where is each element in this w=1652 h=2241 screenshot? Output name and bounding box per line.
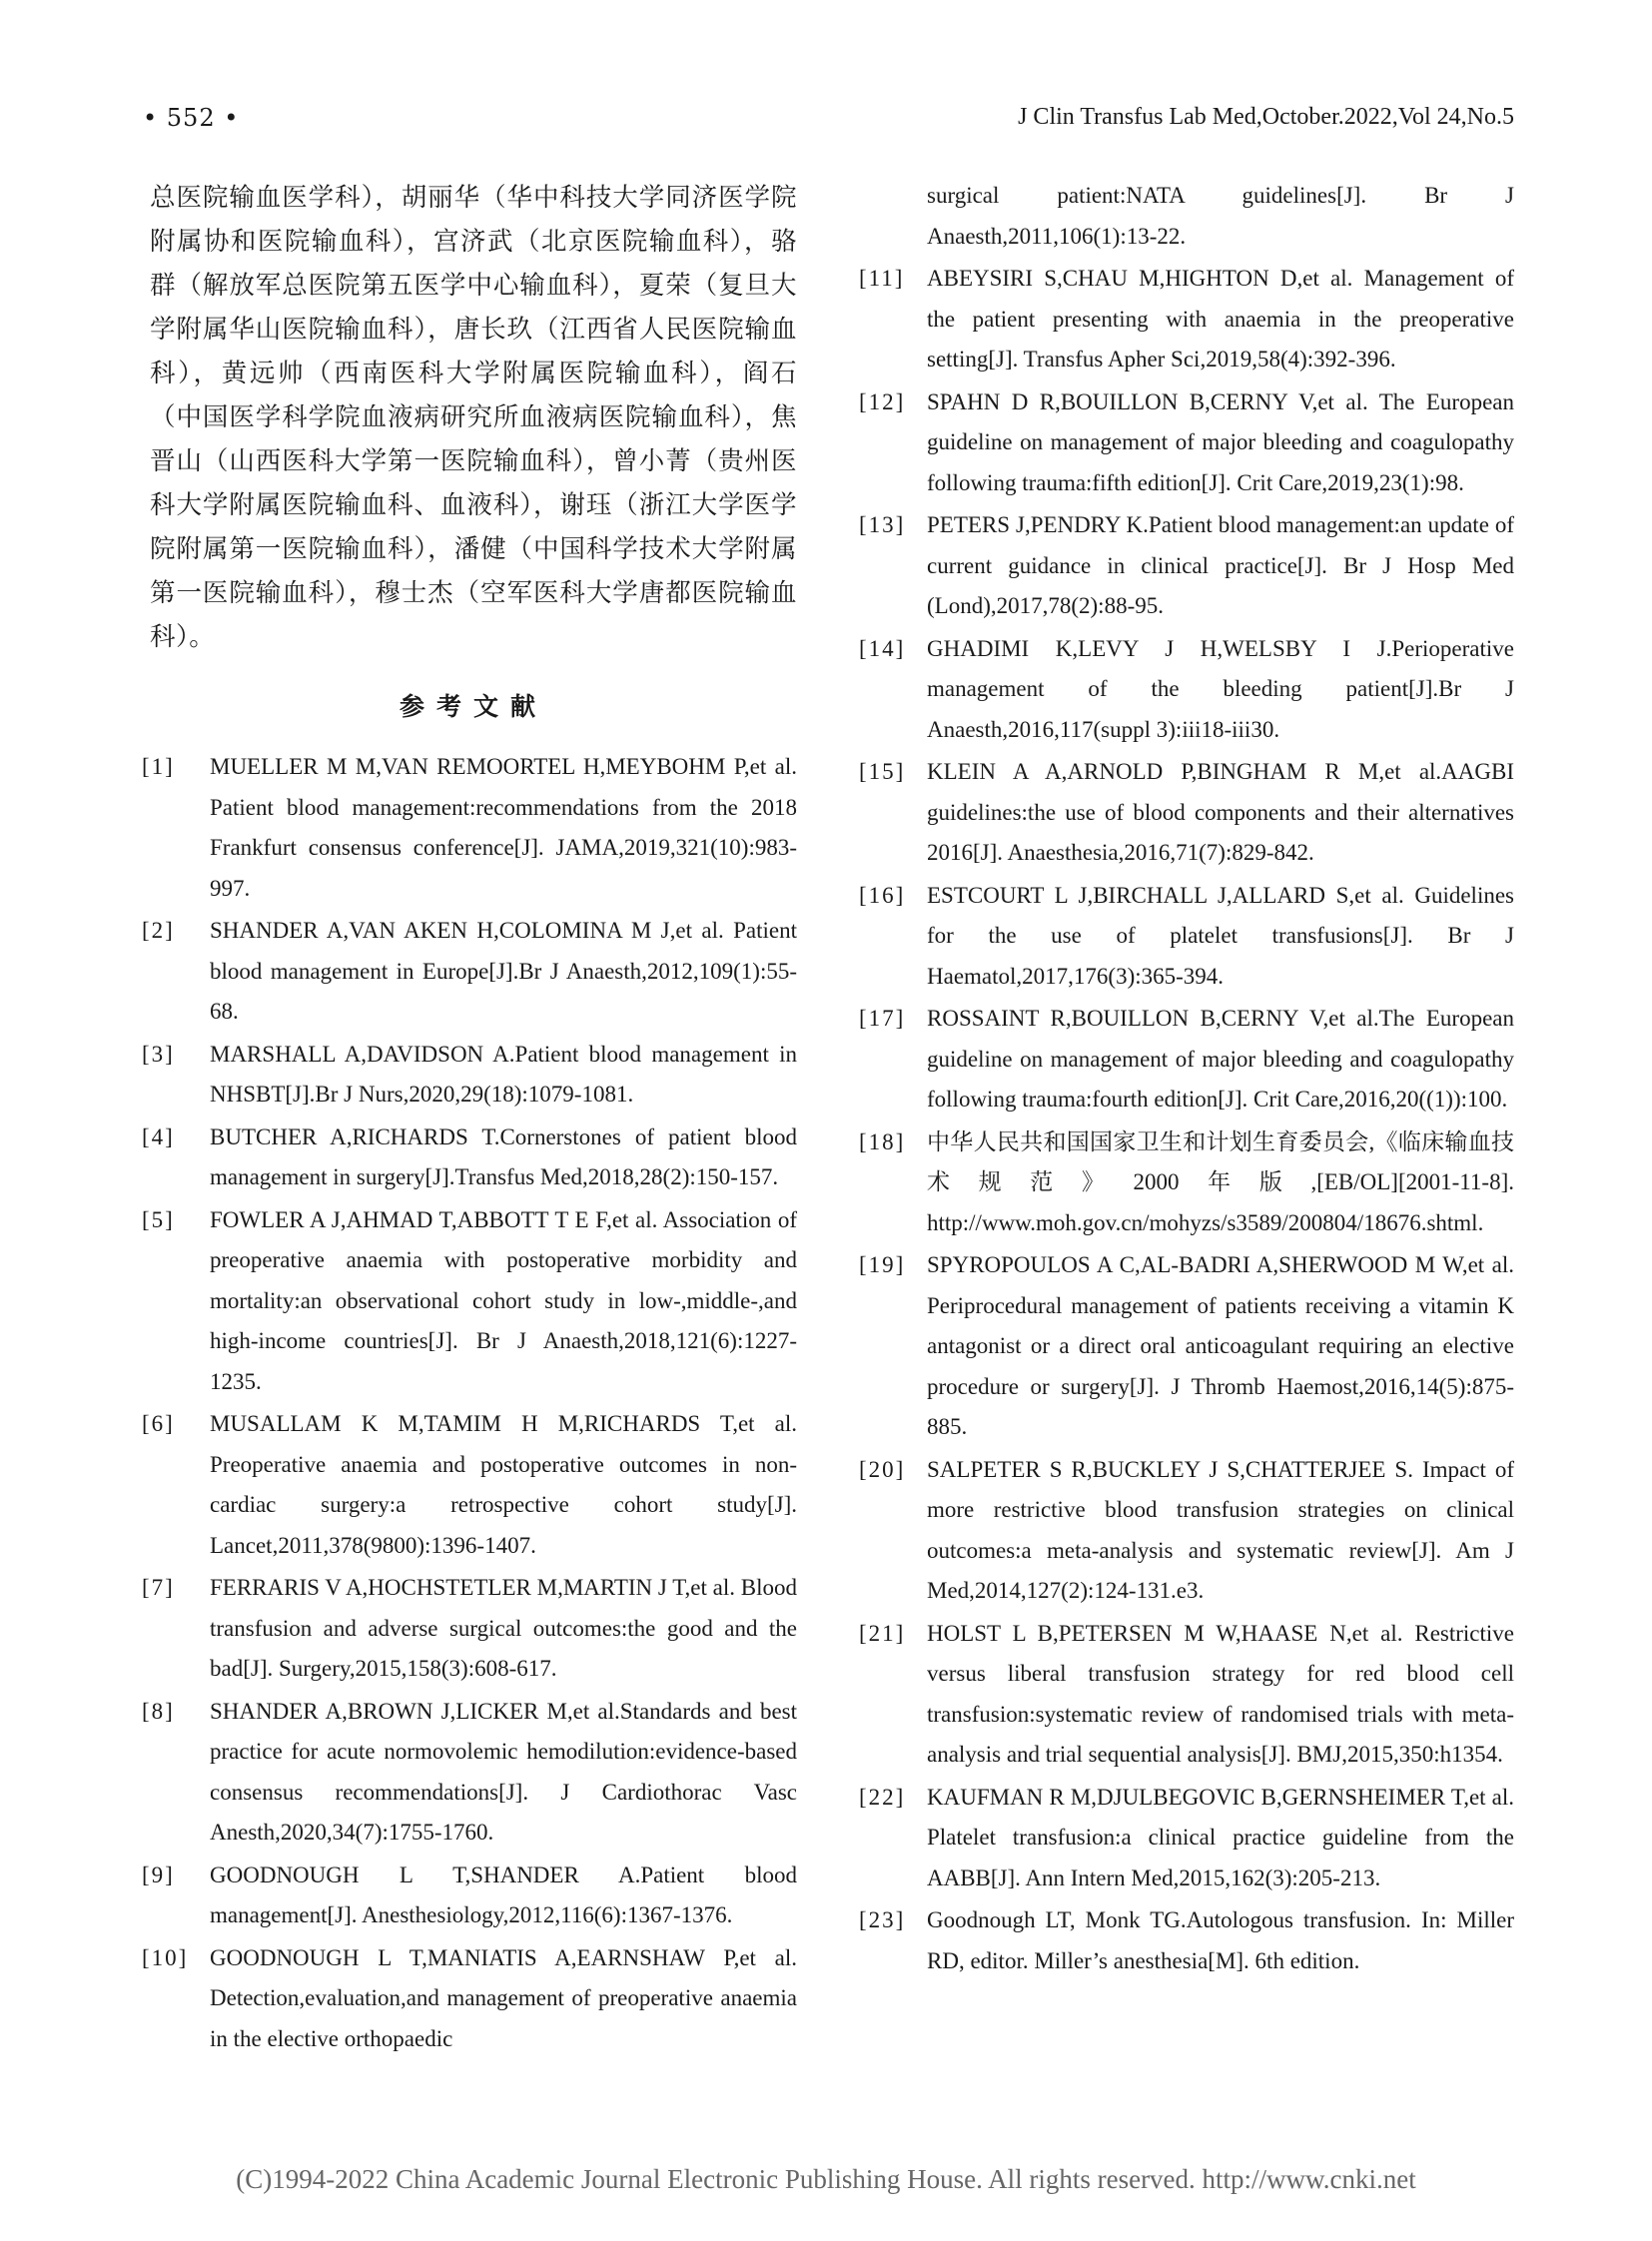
reference-item <box>859 259 1514 380</box>
reference-item <box>859 1614 1514 1776</box>
reference-number: [1] <box>142 754 175 779</box>
reference-text: MUELLER M M,VAN REMOORTEL H,MEYBOHM P,et al. Patient blood management:recommendations from the 2018 Frankfurt consensus conference[J]. JAMA,2019,321(10):983-997. <box>210 754 797 901</box>
reference-number: [8] <box>142 1698 175 1724</box>
reference-item <box>859 1122 1514 1244</box>
reference-text: KAUFMAN R M,DJULBEGOVIC B,GERNSHEIMER T,et al. Platelet transfusion:a clinical practice guideline from the AABB[J]. Ann Intern Med,2015,162(3):205-213. <box>927 1784 1514 1890</box>
reference-number: [5] <box>142 1206 175 1232</box>
reference-text: Goodnough LT, Monk TG.Autologous transfusion. In: Miller RD, editor. Miller’s anesthesia[M]. 6th edition. <box>927 1907 1514 1973</box>
reference-number: [2] <box>142 918 175 943</box>
reference-text: SPAHN D R,BOUILLON B,CERNY V,et al. The European guideline on management of major bleeding and coagulopathy following trauma:fifth edition[J]. Crit Care,2019,23(1):98. <box>927 388 1514 495</box>
reference-item <box>859 1778 1514 1899</box>
reference-number: [17] <box>859 1006 906 1031</box>
reference-item <box>142 1035 797 1116</box>
reference-item <box>859 505 1514 627</box>
reference-item <box>859 999 1514 1120</box>
reference-item <box>142 1568 797 1690</box>
reference-text: SHANDER A,VAN AKEN H,COLOMINA M J,et al. Patient blood management in Europe[J].Br J Anaesth,2012,109(1):55-68. <box>210 918 797 1024</box>
reference-text: BUTCHER A,RICHARDS T.Cornerstones of patient blood management in surgery[J].Transfus Med,2018,28(2):150-157. <box>210 1123 797 1189</box>
reference-item <box>859 876 1514 998</box>
right-column <box>859 176 1514 1983</box>
reference-number: [20] <box>859 1456 906 1482</box>
reference-text: HOLST L B,PETERSEN M W,HAASE N,et al. Restrictive versus liberal transfusion strategy for red blood cell transfusion:systematic review of randomised trials with meta-analysis and trial sequential analysis[J]. BMJ,2015,350:h1354. <box>927 1620 1514 1767</box>
reference-text: SPYROPOULOS A C,AL-BADRI A,SHERWOOD M W,et al. Periprocedural management of patients receiving a vitamin K antagonist or a direct oral anticoagulant requiring an elective procedure or surgery[J]. J Thromb Haemost,2016,14(5):875-885. <box>927 1252 1514 1439</box>
reference-item <box>142 1856 797 1936</box>
reference-number: [11] <box>859 266 905 291</box>
reference-text: GHADIMI K,LEVY J H,WELSBY I J.Perioperative management of the bleeding patient[J].Br J Anaesth,2016,117(suppl 3):iii18-iii30. <box>927 635 1514 742</box>
copyright-footer: (C)1994-2022 China Academic Journal Electronic Publishing House. All rights reserved. http://www.cnki.net <box>236 2164 1416 2194</box>
reference-text: FERRARIS V A,HOCHSTETLER M,MARTIN J T,et al. Blood transfusion and adverse surgical outcomes:the good and the bad[J]. Surgery,2015,158(3):608-617. <box>210 1575 797 1681</box>
page-number: • 552 • <box>143 104 240 132</box>
reference-item <box>859 1245 1514 1448</box>
reference-number: [18] <box>859 1128 906 1154</box>
reference-number: [3] <box>142 1041 175 1067</box>
reference-number: [4] <box>142 1123 175 1149</box>
reference-text: 中华人民共和国国家卫生和计划生育委员会,《临床输血技术规范》2000年版,[EB/OL][2001-11-8]. http://www.moh.gov.cn/mohyzs/s3589/200804/18676.shtml. <box>927 1128 1514 1235</box>
reference-item <box>142 1938 797 2060</box>
reference-text: SHANDER A,BROWN J,LICKER M,et al.Standards and best practice for acute normovolemic hemodilution:evidence-based consensus recommendations[J]. J Cardiothorac Vasc Anesth,2020,34(7):1755-1760. <box>210 1698 797 1845</box>
reference-number: [9] <box>142 1862 175 1887</box>
reference-text: ESTCOURT L J,BIRCHALL J,ALLARD S,et al. Guidelines for the use of platelet transfusions[J]. Br J Haematol,2017,176(3):365-394. <box>927 882 1514 989</box>
reference-text: ABEYSIRI S,CHAU M,HIGHTON D,et al. Management of the patient presenting with anaemia in the preoperative setting[J]. Transfus Apher Sci,2019,58(4):392-396. <box>927 266 1514 372</box>
reference-number: [15] <box>859 759 906 784</box>
reference-text: MUSALLAM K M,TAMIM H M,RICHARDS T,et al. Preoperative anaemia and postoperative outcomes in non-cardiac surgery:a retrospective cohort study[J]. Lancet,2011,378(9800):1396-1407. <box>210 1411 797 1558</box>
reference-number: [22] <box>859 1784 906 1810</box>
reference-number: [16] <box>859 882 906 908</box>
reference-item <box>142 1692 797 1854</box>
reference-item <box>859 629 1514 751</box>
reference-number: [10] <box>142 1944 189 1970</box>
reference-item <box>142 1200 797 1403</box>
reference-number: [23] <box>859 1907 906 1932</box>
reference-text: GOODNOUGH L T,MANIATIS A,EARNSHAW P,et al. Detection,evaluation,and management of preoperative anaemia in the elective orthopaedic <box>210 1944 797 2051</box>
reference-item <box>142 1118 797 1198</box>
journal-citation: J Clin Transfus Lab Med,October.2022,Vol 24,No.5 <box>1018 104 1514 130</box>
reference-item <box>859 382 1514 504</box>
reference-number: [21] <box>859 1620 906 1646</box>
reference-number: [6] <box>142 1411 175 1436</box>
reference-text: KLEIN A A,ARNOLD P,BINGHAM R M,et al.AAGBI guidelines:the use of blood components and their alternatives 2016[J]. Anaesthesia,2016,71(7):829-842. <box>927 759 1514 865</box>
reference-item <box>859 176 1514 257</box>
reference-text: FOWLER A J,AHMAD T,ABBOTT T E F,et al. Association of preoperative anaemia with postoperative morbidity and mortality:an observational cohort study in low-,middle-,and high-income countries[J]. Br J Anaesth,2018,121(6):1227-1235. <box>210 1206 797 1394</box>
reference-item <box>142 1404 797 1566</box>
reference-text: MARSHALL A,DAVIDSON A.Patient blood management in NHSBT[J].Br J Nurs,2020,29(18):1079-1081. <box>210 1041 797 1107</box>
reference-text: SALPETER S R,BUCKLEY J S,CHATTERJEE S. Impact of more restrictive blood transfusion strategies on clinical outcomes:a meta-analysis and systematic review[J]. Am J Med,2014,127(2):124-131.e3. <box>927 1456 1514 1603</box>
reference-text: surgical patient:NATA guidelines[J]. Br J Anaesth,2011,106(1):13-22. <box>927 183 1514 249</box>
reference-number: [7] <box>142 1575 175 1600</box>
reference-item <box>859 752 1514 874</box>
reference-number: [14] <box>859 635 906 661</box>
references-list-left <box>142 747 797 2061</box>
reference-item <box>859 1900 1514 1981</box>
references-list-right <box>859 176 1514 1983</box>
references-heading: 参考文献 <box>399 692 547 721</box>
left-column <box>142 176 797 2061</box>
page-header <box>0 104 1652 144</box>
reference-item <box>859 1450 1514 1612</box>
reference-number: [19] <box>859 1252 906 1277</box>
reference-number: [13] <box>859 512 906 537</box>
reference-item <box>142 747 797 909</box>
reference-text: GOODNOUGH L T,SHANDER A.Patient blood management[J]. Anesthesiology,2012,116(6):1367-1376. <box>210 1862 797 1927</box>
reference-number: [12] <box>859 388 906 414</box>
reference-item <box>142 911 797 1033</box>
reference-text: ROSSAINT R,BOUILLON B,CERNY V,et al.The European guideline on management of major bleeding and coagulopathy following trauma:fourth edition[J]. Crit Care,2016,20((1)):100. <box>927 1006 1514 1112</box>
acknowledgment-paragraph: 总医院输血医学科），胡丽华（华中科技大学同济医学院附属协和医院输血科），宫济武（北京医院输血科），骆群（解放军总医院第五医学中心输血科），夏荣（复旦大学附属华山医院输血科），唐长玖（江西省人民医院输血科），黄远帅（西南医科大学附属医院输血科），阎石（中国医学科学院血液病研究所血液病医院输血科），焦晋山（山西医科大学第一医院输血科），曾小菁（贵州医科大学附属医院输血科、血液科），谢珏（浙江大学医学院附属第一医院输血科），潘健（中国科学技术大学附属第一医院输血科），穆士杰（空军医科大学唐都医院输血科）。 <box>150 183 797 652</box>
reference-number <box>859 176 927 257</box>
reference-text: PETERS J,PENDRY K.Patient blood management:an update of current guidance in clinical practice[J]. Br J Hosp Med (Lond),2017,78(2):88-95. <box>927 512 1514 618</box>
